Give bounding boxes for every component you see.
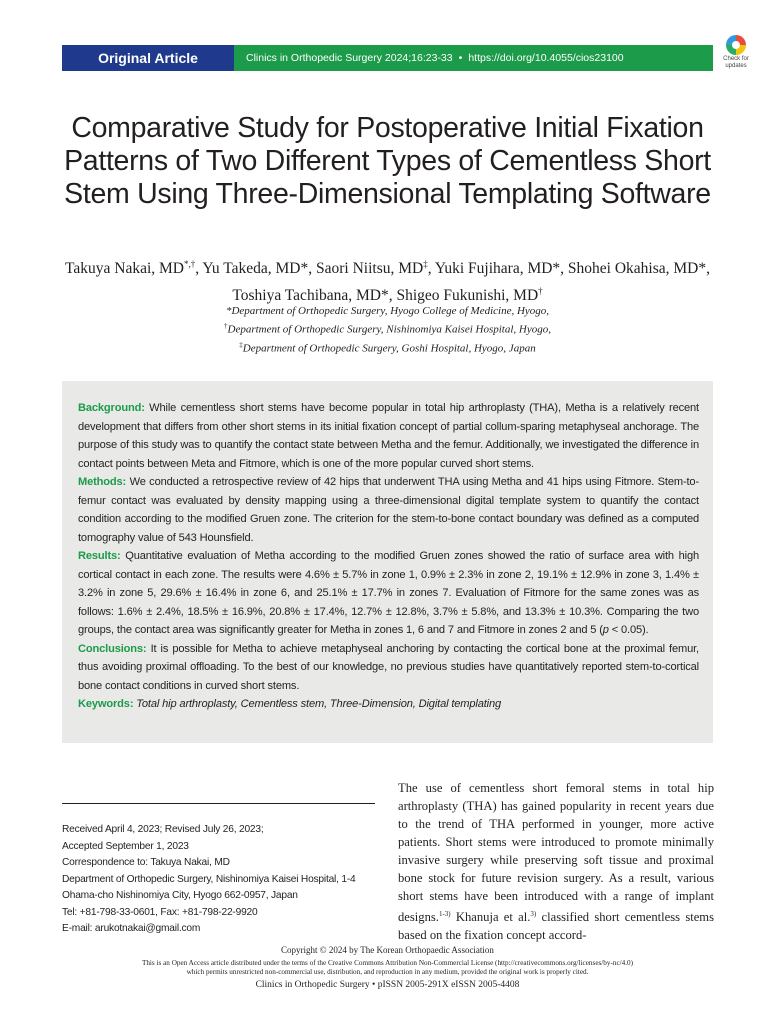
footnote-divider bbox=[62, 803, 375, 804]
journal-citation-bar bbox=[234, 45, 713, 71]
check-updates-line1: Check for bbox=[723, 56, 749, 62]
intro-text-2: Khanuja et al. bbox=[450, 910, 531, 925]
author-list bbox=[40, 253, 735, 307]
methods-label: Methods: bbox=[78, 476, 127, 488]
author-1-sup: *,† bbox=[184, 259, 196, 269]
article-title: Comparative Study for Postoperative Initial Fixation Patterns of Two Different Types of Cementless Short Stem Using Three-Dimensional Templating Software bbox=[64, 112, 711, 210]
check-updates-line2: updates bbox=[725, 63, 747, 69]
check-for-updates-badge[interactable] bbox=[718, 35, 754, 71]
intro-text-3: classified short cementless stems based on the fixation concept accord- bbox=[398, 910, 715, 943]
affiliation-3 bbox=[40, 338, 735, 357]
abstract-keywords bbox=[78, 695, 699, 714]
affiliation-2-sup: † bbox=[224, 322, 228, 330]
methods-text: We conducted a retrospective review of 42 hips that underwent THA using Metha and 41 hips using Fitmore. Stem-to-femur contact was evaluated by density mapping using a three-dimensional digital template system to quantify the contact condition according to the modified Gruen zone. The criterion for the stem-to-bone contact boundary was defined as a computed tomography value of 543 Hounsfield. bbox=[78, 476, 699, 544]
results-label: Results: bbox=[78, 550, 121, 562]
article-type-label: Original Article bbox=[62, 45, 234, 71]
author-2: , Yu Takeda, MD*, Saori Niitsu, MD bbox=[195, 260, 424, 278]
intro-text-1: The use of cementless short femoral stems in total hip arthroplasty (THA) has gained popularity in recent years due to the trend of THA performed in younger, more active patients. Short stems were introduced to promote minimally invasive surgery while preserving soft tissue and proximal bone stock for future revision surgery. As a result, various short stems have been introduced with a range of implant designs. bbox=[398, 781, 714, 925]
abstract-results bbox=[78, 547, 699, 640]
conclusions-text: It is possible for Metha to achieve metaphyseal anchoring by contacting the cortical bone at the proximal femur, thus avoiding proximal offloading. To the best of our knowledge, no previous studies have quantitatively reported stem-to-cortical bone contact conditions in curved short stems. bbox=[78, 642, 699, 692]
author-3: , Yuki Fujihara, MD*, Shohei Okahisa, MD*, bbox=[427, 260, 711, 278]
keywords-text: Total hip arthroplasty, Cementless stem, Three-Dimension, Digital templating bbox=[133, 698, 502, 710]
citation-ref-1[interactable]: 1-3) bbox=[438, 910, 451, 918]
results-p-symbol: p bbox=[602, 624, 609, 636]
author-4: Toshiya Tachibana, MD*, Shigeo Fukunishi, MD bbox=[232, 287, 539, 305]
correspondence-email[interactable]: E-mail: arukotnakai@gmail.com bbox=[62, 923, 201, 934]
results-text-a: Quantitative evaluation of Metha according to the modified Gruen zones showed the ratio of surface area with high cortical contact in each zone. The results were 4.6% ± 5.7% in zone 1, 0.9% ± 2.3% in zone 2, 19.1% ± 12.9% in zone 3, 1.4% ± 3.2% in zone 5, 29.6% ± 16.4% in zone 6, and 25.1% ± 17.7% in zones 7. Evaluation of Fitmore for the same zones was as follows: 1.6% ± 2.4%, 18.5% ± 16.9%, 20.8% ± 17.4%, 12.7% ± 12.8%, 3.7% ± 5.8%, and 13.3% ± 10.3%. Comparing the two groups, the contact area was significantly greater for Metha in zones 1, 6 and 7 and Fitmore in zones 2 and 5 ( bbox=[78, 550, 699, 636]
author-4-sup: † bbox=[538, 286, 543, 297]
introduction-paragraph bbox=[398, 779, 714, 944]
affiliation-2-text: Department of Orthopedic Surgery, Nishinomiya Kaisei Hospital, Hyogo, bbox=[227, 323, 551, 336]
conclusions-label: Conclusions: bbox=[78, 642, 147, 655]
affiliation-3-text: Department of Orthopedic Surgery, Goshi Hospital, Hyogo, Japan bbox=[242, 342, 536, 355]
license-line-1: This is an Open Access article distributed under the terms of the Creative Commons Attribution Non-Commercial License (http://creativecommons.org/licenses/by-nc/4.0) bbox=[141, 959, 634, 967]
abstract-background bbox=[78, 399, 699, 473]
background-label: Background: bbox=[78, 402, 145, 414]
check-updates-label bbox=[718, 56, 754, 70]
citation-ref-2[interactable]: 3) bbox=[530, 910, 537, 918]
journal-citation: Clinics in Orthopedic Surgery 2024;16:23-33 bbox=[246, 52, 453, 64]
affiliations bbox=[40, 304, 735, 356]
author-1: Takuya Nakai, MD bbox=[64, 260, 184, 278]
abstract-methods bbox=[78, 473, 699, 547]
received-date: Received April 4, 2023; Revised July 26, 2023; bbox=[62, 824, 264, 835]
journal-header-bar bbox=[62, 45, 713, 71]
keywords-label: Keywords: bbox=[78, 698, 134, 710]
accepted-date: Accepted September 1, 2023 bbox=[62, 840, 189, 852]
copyright-line: Copyright © 2024 by The Korean Orthopaedic Association bbox=[281, 945, 494, 955]
bullet-separator: • bbox=[458, 52, 463, 64]
crossmark-icon bbox=[726, 35, 746, 55]
correspondence-phone: Tel: +81-798-33-0601, Fax: +81-798-22-9920 bbox=[62, 906, 258, 918]
affiliation-1: *Department of Orthopedic Surgery, Hyogo College of Medicine, Hyogo, bbox=[225, 305, 550, 317]
background-text: While cementless short stems have become popular in total hip arthroplasty (THA), Metha is a relatively recent development that differs from other short stems in its initial fixation concept of partial collum-sparing metaphyseal anchorage. The purpose of this study was to quantify the contact state between Metha and the femur. Additionally, we investigated the difference in contact points between Meta and Fitmore, which is one of the more popular curved short stems. bbox=[78, 402, 699, 470]
correspondence-block bbox=[62, 822, 374, 938]
abstract-box bbox=[62, 381, 713, 743]
issn-line: Clinics in Orthopedic Surgery • pISSN 2005-291X eISSN 2005-4408 bbox=[255, 980, 520, 990]
abstract-conclusions bbox=[78, 640, 699, 696]
correspondence-address: Department of Orthopedic Surgery, Nishinomiya Kaisei Hospital, 1-4 Ohama-cho Nishinomiya City, Hyogo 662-0957, Japan bbox=[62, 873, 356, 901]
correspondence-author: Correspondence to: Takuya Nakai, MD bbox=[62, 857, 230, 868]
doi-link[interactable]: https://doi.org/10.4055/cios23100 bbox=[468, 52, 624, 64]
license-line-2: which permits unrestricted non-commercial use, distribution, and reproduction in any medium, provided the original work is properly cited. bbox=[186, 968, 589, 976]
affiliation-2 bbox=[40, 319, 735, 338]
results-text-b: < 0.05). bbox=[608, 624, 649, 636]
affiliation-3-sup: ‡ bbox=[239, 340, 243, 349]
license-text bbox=[40, 959, 735, 977]
author-2-sup: ‡ bbox=[423, 259, 428, 269]
